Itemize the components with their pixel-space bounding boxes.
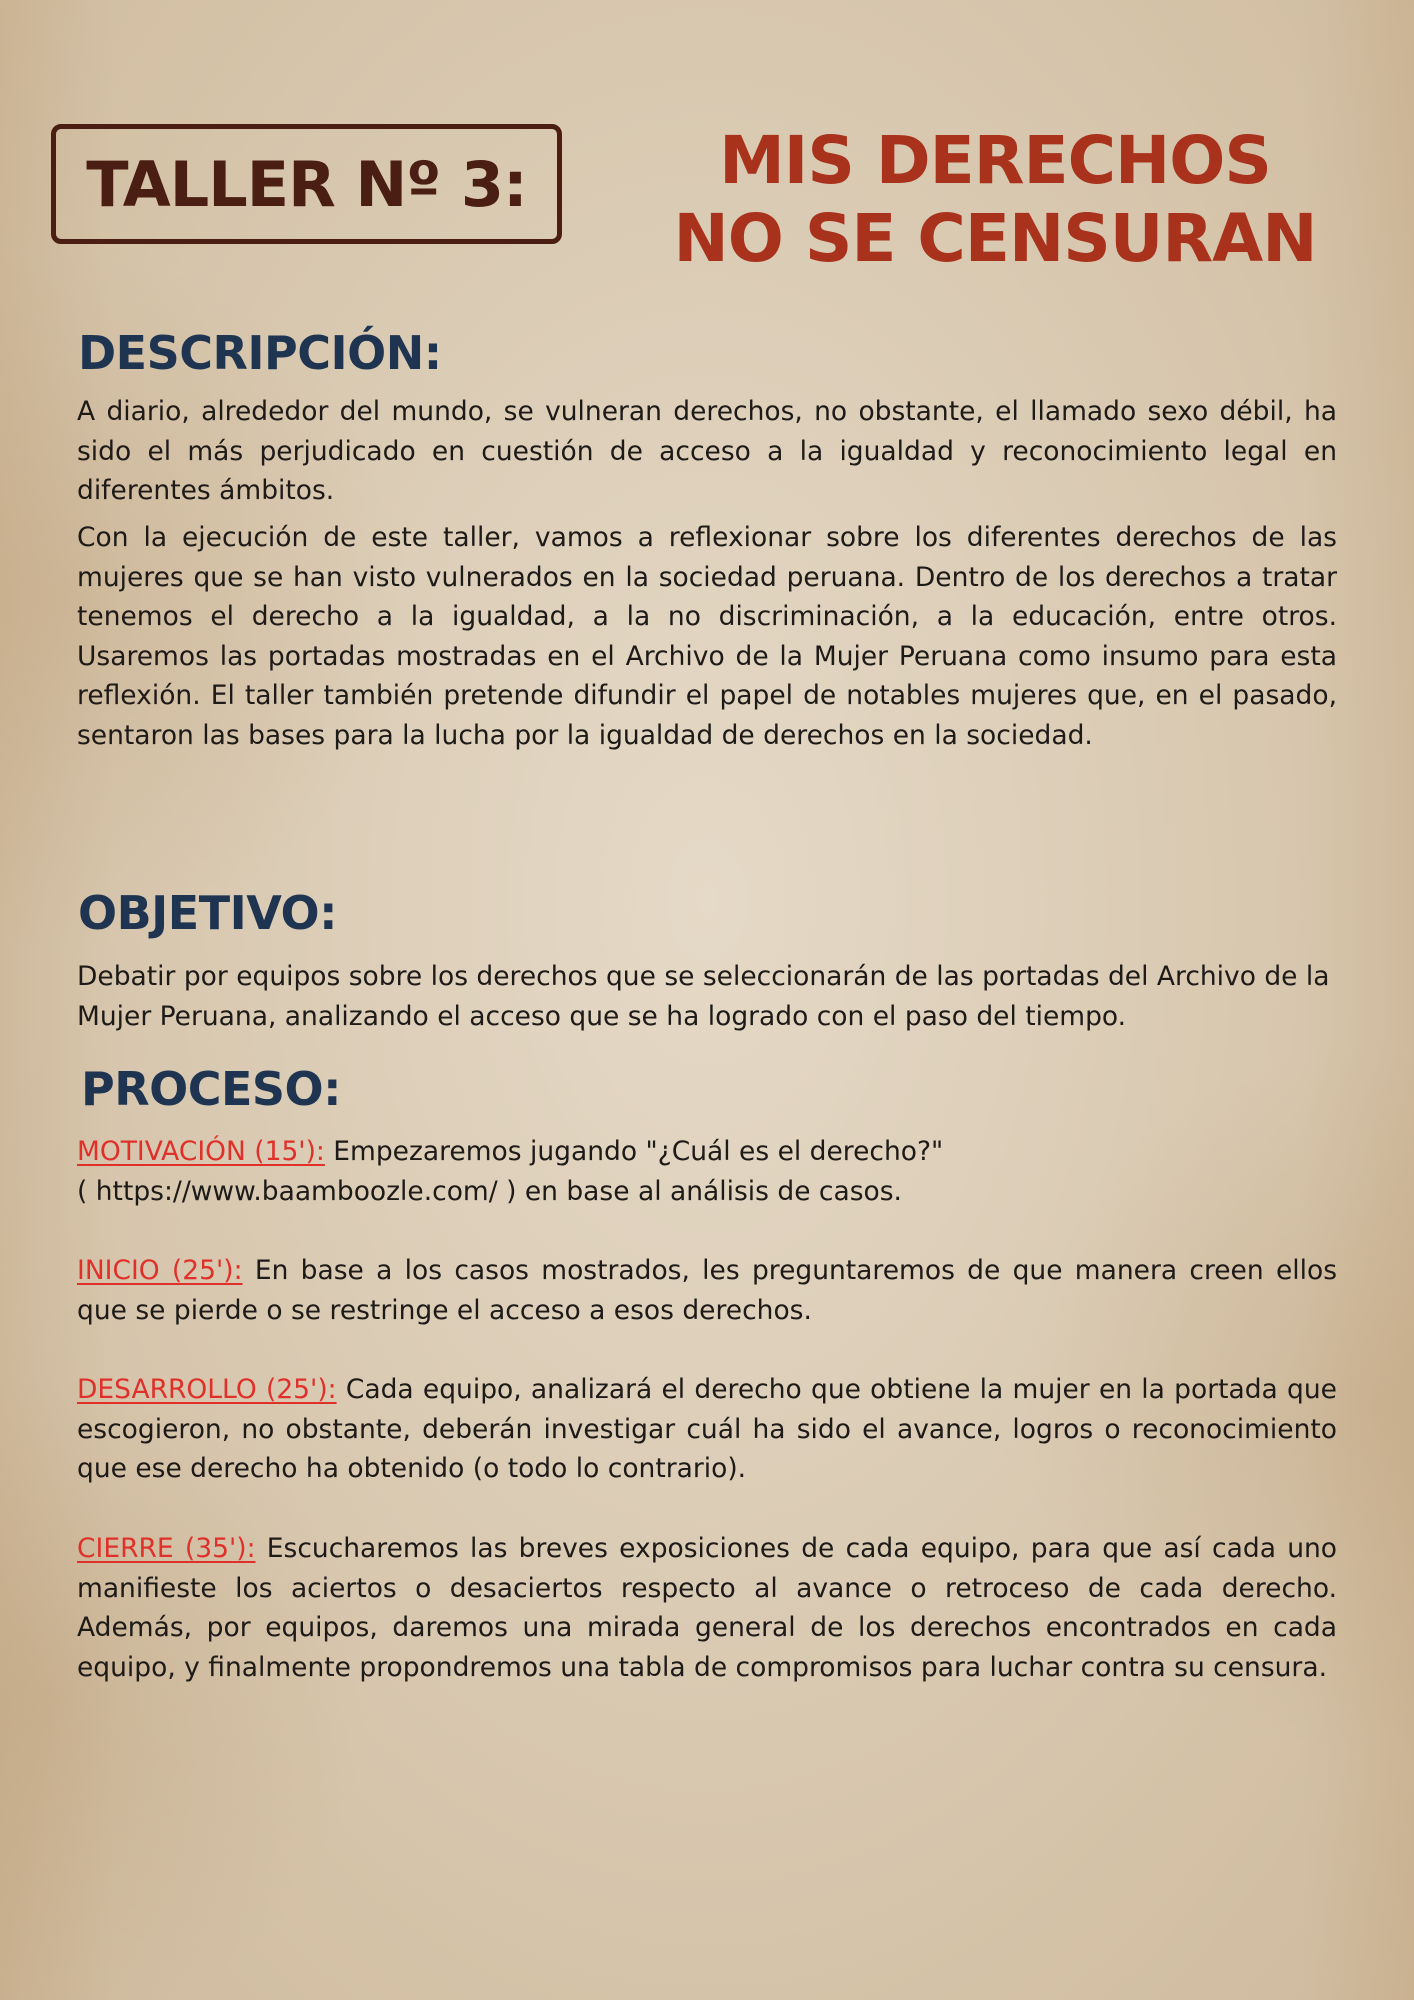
desarrollo-label: DESARROLLO (25'): <box>77 1374 337 1405</box>
taller-number-box <box>51 124 562 244</box>
objetivo-heading: OBJETIVO: <box>78 886 337 940</box>
descripcion-heading: DESCRIPCIÓN: <box>78 326 442 380</box>
workshop-title-line2: NO SE CENSURAN <box>673 200 1317 277</box>
desarrollo-step <box>77 1370 1337 1489</box>
workshop-title <box>640 122 1350 278</box>
proceso-heading: PROCESO: <box>81 1062 342 1116</box>
motivacion-label: MOTIVACIÓN (15'): <box>77 1136 325 1167</box>
objetivo-paragraph: Debatir por equipos sobre los derechos que se seleccionarán de las portadas del Archivo de la Mujer Peruana, analizando el acceso que se ha logrado con el paso del tiempo. <box>77 961 1330 1032</box>
motivacion-text: Empezaremos jugando "¿Cuál es el derecho?" <box>324 1136 944 1167</box>
cierre-step <box>77 1529 1337 1687</box>
cierre-label: CIERRE (35'): <box>77 1533 256 1564</box>
workshop-title-line1: MIS DERECHOS <box>719 122 1271 199</box>
inicio-label: INICIO (25'): <box>77 1255 243 1286</box>
motivacion-step <box>77 1132 1337 1211</box>
desarrollo-text: Cada equipo, analizará el derecho que obtiene la mujer en la portada que escogieron, no obstante, deberán investigar cuál ha sido el avance, logros o reconocimiento que ese derecho ha obtenido (o todo lo contrario). <box>77 1374 1337 1484</box>
descripcion-paragraph-1: A diario, alrededor del mundo, se vulneran derechos, no obstante, el llamado sexo débil, ha sido el más perjudicado en cuestión de acceso a la igualdad y reconocimiento legal en diferentes ámbitos. <box>77 396 1337 506</box>
inicio-step <box>77 1251 1337 1330</box>
motivacion-link-text: ( https://www.baamboozle.com/ ) en base al análisis de casos. <box>77 1175 902 1207</box>
descripcion-paragraph-2: Con la ejecución de este taller, vamos a reflexionar sobre los diferentes derechos de las mujeres que se han visto vulnerados en la sociedad peruana. Dentro de los derechos a tratar tenemos el derecho a la igualdad, a la no discriminación, a la educación, entre otros. Usaremos las portadas mostradas en el Archivo de la Mujer Peruana como insumo para esta reflexión. El taller también pretende difundir el papel de notables mujeres que, en el pasado, sentaron las bases para la lucha por la igualdad de derechos en la sociedad. <box>77 522 1337 751</box>
inicio-text: En base a los casos mostrados, les preguntaremos de que manera creen ellos que se pierde o se restringe el acceso a esos derechos. <box>77 1255 1337 1326</box>
taller-number: TALLER Nº 3: <box>86 147 527 221</box>
cierre-text: Escucharemos las breves exposiciones de cada equipo, para que así cada uno manifieste los aciertos o desaciertos respecto al avance o retroceso de cada derecho. Además, por equipos, daremos una mirada general de los derechos encontrados en cada equipo, y finalmente propondremos una tabla de compromisos para luchar contra su censura. <box>77 1533 1337 1683</box>
